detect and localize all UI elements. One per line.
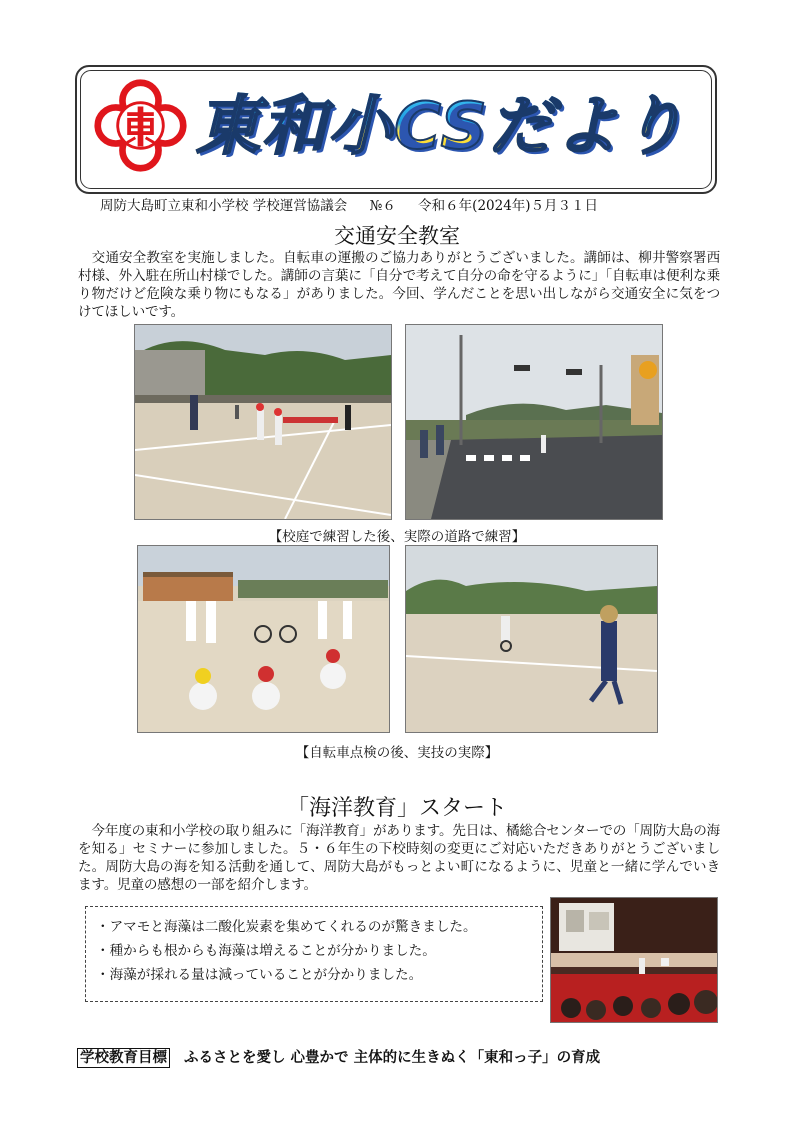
student-impression: ・海藻が採れる量は減っていることが分かりました。 <box>96 967 423 983</box>
school-seal-logo <box>93 78 188 173</box>
photo-schoolyard-practice <box>134 324 392 520</box>
photo-caption-2: 【自転車点検の後、実技の実際】 <box>295 745 499 761</box>
photo-road-practice <box>405 324 663 520</box>
photo-ocean-seminar <box>550 897 718 1023</box>
school-goal-label: 学校教育目標 <box>77 1048 170 1068</box>
issue-number: №６ <box>369 198 396 214</box>
student-impressions-list <box>86 907 542 987</box>
student-impression: ・アマモと海藻は二酸化炭素を集めてくれるのが驚きました。 <box>96 919 477 935</box>
student-impression: ・種からも根からも海藻は増えることが分かりました。 <box>96 943 436 959</box>
newsletter-title-text: 東和小CSだより <box>196 90 687 164</box>
section-body-ocean-education-text: 今年度の東和小学校の取り組みに「海洋教育」があります。先日は、橘総合センターでの「周防大島の海を知る」セミナーに参加しました。５・６年生の下校時刻の変更にご対応いただきありがとうございました。周防大島の海を知る活動を通して、周防大島がもっとよい町になるように、児童と一緒に学んでいきます。児童の感想の一部を紹介します。 <box>78 823 720 893</box>
photo-bicycle-inspection <box>137 545 390 733</box>
photo-riding-practice <box>405 545 658 733</box>
section-title-ocean-education: 「海洋教育」スタート <box>286 796 507 821</box>
school-goal-text: ふるさとを愛し 心豊かで 主体的に生きぬく「東和っ子」の育成 <box>184 1050 601 1066</box>
issue-info <box>100 194 720 214</box>
school-name: 周防大島町立東和小学校 学校運営協議会 <box>100 198 348 214</box>
section-body-ocean-education <box>78 822 720 894</box>
newsletter-title <box>196 82 706 172</box>
section-body-traffic-safety <box>78 249 720 321</box>
student-impressions-box <box>85 906 543 1002</box>
section-body-traffic-safety-text: 交通安全教室を実施しました。自転車の運搬のご協力ありがとうございました。講師は、柳井警察署西村様、外入駐在所山村様でした。講師の言葉に「自分で考えて自分の命を守るように」「自転車は便利な乗り物だけど危険な乗り物にもなる」がありました。今回、学んだことを思い出しながら交通安全に気をつけてほしいです。 <box>78 250 720 320</box>
issue-date: 令和６年(2024年)５月３１日 <box>418 198 599 214</box>
photo-caption-1: 【校庭で練習した後、実際の道路で練習】 <box>268 529 526 545</box>
school-goal <box>77 1046 727 1067</box>
section-title-traffic-safety: 交通安全教室 <box>334 224 460 248</box>
